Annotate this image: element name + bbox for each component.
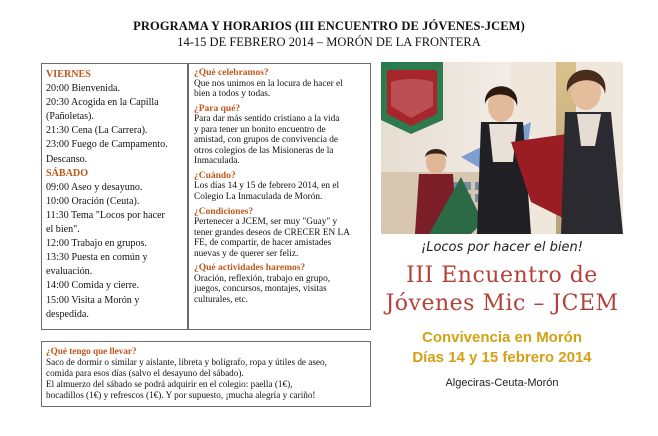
group-photo-illustration <box>381 62 623 234</box>
question-when: ¿Cuándo? <box>194 170 236 181</box>
answer-line: FE, de compartir, de hacer amistades <box>194 238 332 249</box>
schedule-item: 09:00 Aseo y desayuno. <box>46 181 143 193</box>
schedule-item: 10:00 Oración (Ceuta). <box>46 195 140 207</box>
schedule-item: 13:30 Puesta en común y <box>46 252 148 264</box>
bring-line: Saco de dormir o similar y aislante, libreta y bolígrafo, ropa y útiles de aseo, <box>46 357 327 368</box>
answer-line: Que nos unimos en la locura de hacer el <box>194 78 343 89</box>
question-activities: ¿Qué actividades haremos? <box>194 263 306 274</box>
answer-line: amistad, con grupos de convivencia de <box>194 135 339 146</box>
answer-line: culturales, etc. <box>194 294 248 305</box>
question-conditions: ¿Condiciones? <box>194 206 254 217</box>
poster-title-line2: Jóvenes Mic – JCEM <box>385 291 619 316</box>
page-title: PROGRAMA Y HORARIOS (III ENCUENTRO DE JÓVENES-JCEM) <box>133 19 525 33</box>
answer-line: otros colegios de las Misioneras de la <box>194 145 334 156</box>
answer-line: Oración, reflexión, trabajo en grupo, <box>194 273 331 284</box>
schedule-item: 11:30 Tema "Locos por hacer <box>46 209 165 221</box>
answer-line: juegos, concursos, montajes, visitas <box>194 284 327 295</box>
schedule-item: 20:00 Bienvenida. <box>46 83 121 95</box>
poster-photo <box>381 62 623 234</box>
schedule-item: (Pañoletas). <box>46 111 94 123</box>
schedule-item: 23:00 Fuego de Campamento. <box>46 139 168 151</box>
answer-line: Para dar más sentido cristiano a la vida <box>194 114 340 125</box>
schedule-item: Descanso. <box>46 153 88 165</box>
poster-title-line1: III Encuentro de <box>406 263 598 288</box>
question-celebrate: ¿Qué celebramos? <box>194 68 269 78</box>
question-bring: ¿Qué tengo que llevar? <box>46 346 137 356</box>
answer-line: Los días 14 y 15 de febrero 2014, en el <box>194 181 340 192</box>
answer-line: Inmaculada. <box>194 156 240 167</box>
question-purpose: ¿Para qué? <box>194 103 241 114</box>
page-subtitle: 14-15 DE FEBRERO 2014 – MORÓN DE LA FRONTERA <box>177 35 481 49</box>
answer-line: tener grandes deseos de CRECER EN LA <box>194 227 350 238</box>
poster-slogan: ¡Locos por hacer el bien! <box>421 240 583 255</box>
schedule-item: el bien". <box>46 224 80 236</box>
bring-line: comida para esos días (salvo el desayuno del sábado). <box>46 368 244 379</box>
answer-line: y para tener un bonito encuentro de <box>194 124 326 135</box>
schedule-item: 14:00 Comida y cierre. <box>46 280 140 292</box>
schedule-item: 12:00 Trabajo en grupos. <box>46 238 147 250</box>
poster-dates: Días 14 y 15 febrero 2014 <box>412 349 592 366</box>
friday-heading: VIERNES <box>46 69 91 80</box>
answer-line: bien a todos y todas. <box>194 89 271 100</box>
schedule-item: 21:30 Cena (La Carrera). <box>46 125 148 137</box>
info-text <box>194 68 366 305</box>
bring-line: El almuerzo del sábado se podrá adquirir en el colegio: paella (1€), <box>46 379 293 390</box>
bring-text <box>46 345 368 401</box>
answer-line: Pertenecer a JCEM, ser muy "Guay" y <box>194 217 338 228</box>
schedule-item: despedida. <box>46 308 89 320</box>
bring-line: bocadillos (1€) y refrescos (1€). Y por supuesto, ¡mucha alegría y cariño! <box>46 390 316 401</box>
poster-convivencia: Convivencia en Morón <box>421 329 583 346</box>
saturday-heading: SÁBADO <box>46 167 89 179</box>
answer-line: nuevas y de querer ser feliz. <box>194 248 299 259</box>
answer-line: Colegio La Inmaculada de Morón. <box>194 192 323 203</box>
schedule-item: 15:00 Visita a Morón y <box>46 294 140 306</box>
poster-places: Algeciras-Ceuta-Morón <box>445 377 559 389</box>
schedule-item: evaluación. <box>46 266 93 278</box>
schedule-item: 20:30 Acogida en la Capilla <box>46 97 159 109</box>
event-poster <box>381 62 623 405</box>
schedule-list <box>46 68 186 322</box>
